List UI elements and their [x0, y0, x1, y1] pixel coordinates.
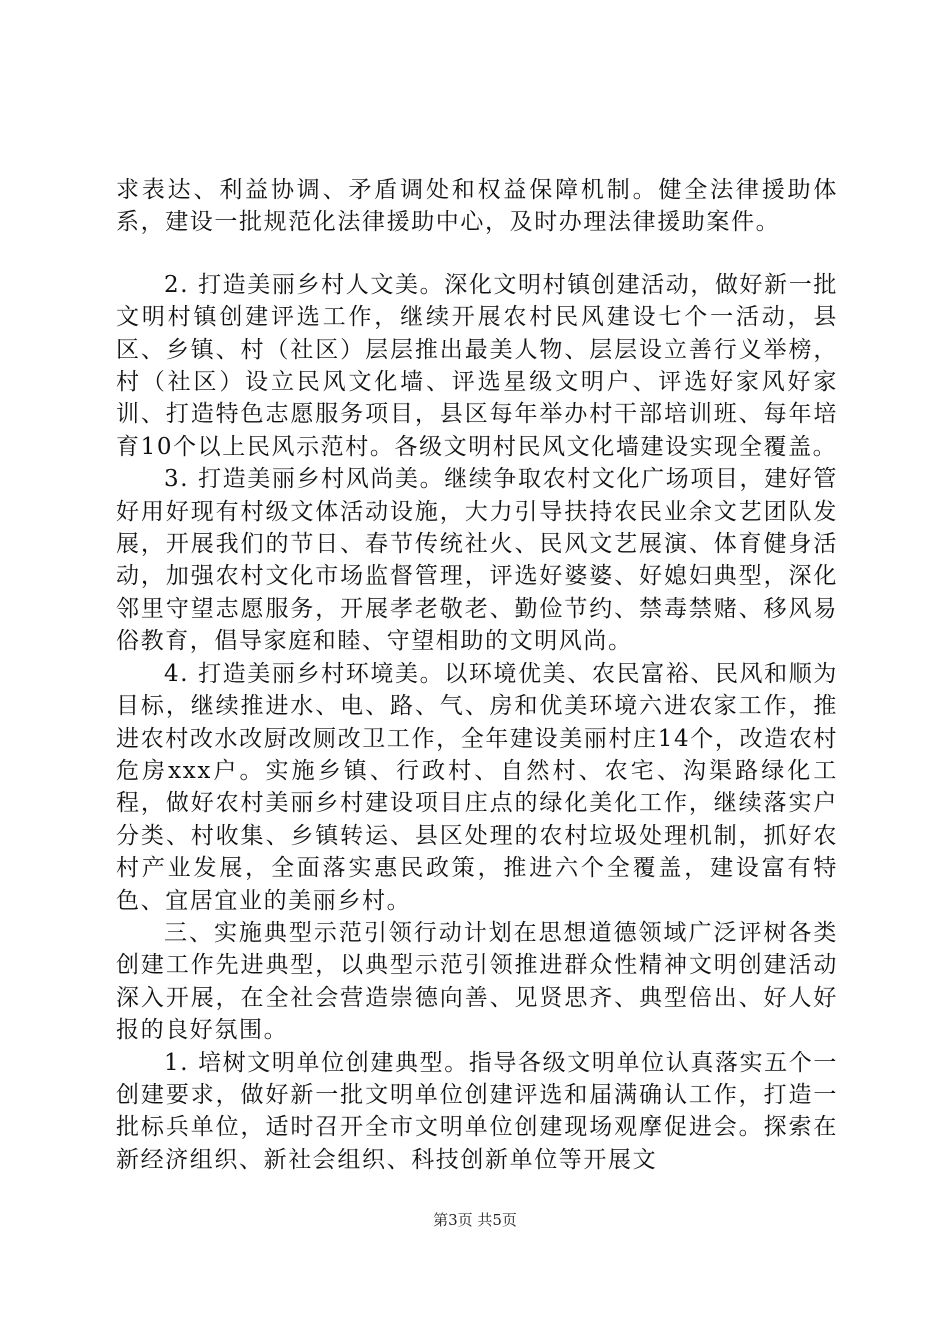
paragraph-section-three-heading: 三、实施典型示范引领行动计划在思想道德领域广泛评树各类创建工作先进典型，以典型示范引领推进群众性精神文明创建活动深入开展，在全社会营造崇德向善、见贤思齐、典型倍出、好人好报的良好氛围。 — [116, 919, 838, 1044]
paragraph-rural-culture: 2. 打造美丽乡村人文美。深化文明村镇创建活动，做好新一批文明村镇创建评选工作，继续开展农村民风建设七个一活动，县区、乡镇、村（社区）层层推出最美人物、层层设立善行义举榜，村（社区）设立民风文化墙、评选星级文明户、评选好家风好家训、打造特色志愿服务项目，县区每年举办村干部培训班、每年培育10个以上民风示范村。各级文明村民风文化墙建设实现全覆盖。 — [116, 271, 838, 460]
document-body — [116, 174, 838, 1176]
paragraph-civilized-units: 1. 培树文明单位创建典型。指导各级文明单位认真落实五个一创建要求，做好新一批文明单位创建评选和届满确认工作，打造一批标兵单位，适时召开全市文明单位创建现场观摩促进会。探索在新经济组织、新社会组织、科技创新单位等开展文 — [116, 1049, 838, 1173]
paragraph-legal-aid-continuation: 求表达、利益协调、矛盾调处和权益保障机制。健全法律援助体系，建设一批规范化法律援助中心，及时办理法律援助案件。 — [116, 177, 838, 236]
paragraph-rural-environment: 4. 打造美丽乡村环境美。以环境优美、农民富裕、民风和顺为目标，继续推进水、电、路、气、房和优美环境六进农家工作，推进农村改水改厨改厕改卫工作，全年建设美丽村庄14个，改造农村危房xxx户。实施乡镇、行政村、自然村、农宅、沟渠路绿化工程，做好农村美丽乡村建设项目庄点的绿化美化工作，继续落实户分类、村收集、乡镇转运、县区处理的农村垃圾处理机制，抓好农村产业发展，全面落实惠民政策，推进六个全覆盖，建设富有特色、宜居宜业的美丽乡村。 — [116, 660, 838, 914]
paragraph-rural-customs: 3. 打造美丽乡村风尚美。继续争取农村文化广场项目，建好管好用好现有村级文体活动设施，大力引导扶持农民业余文艺团队发展，开展我们的节日、春节传统社火、民风文艺展演、体育健身活动，加强农村文化市场监督管理，评选好婆婆、好媳妇典型，深化邻里守望志愿服务，开展孝老敬老、勤俭节约、禁毒禁赌、移风易俗教育，倡导家庭和睦、守望相助的文明风尚。 — [116, 466, 838, 655]
paragraph-gap — [116, 239, 838, 269]
page-number-footer: 第3页 共5页 — [433, 1211, 517, 1229]
